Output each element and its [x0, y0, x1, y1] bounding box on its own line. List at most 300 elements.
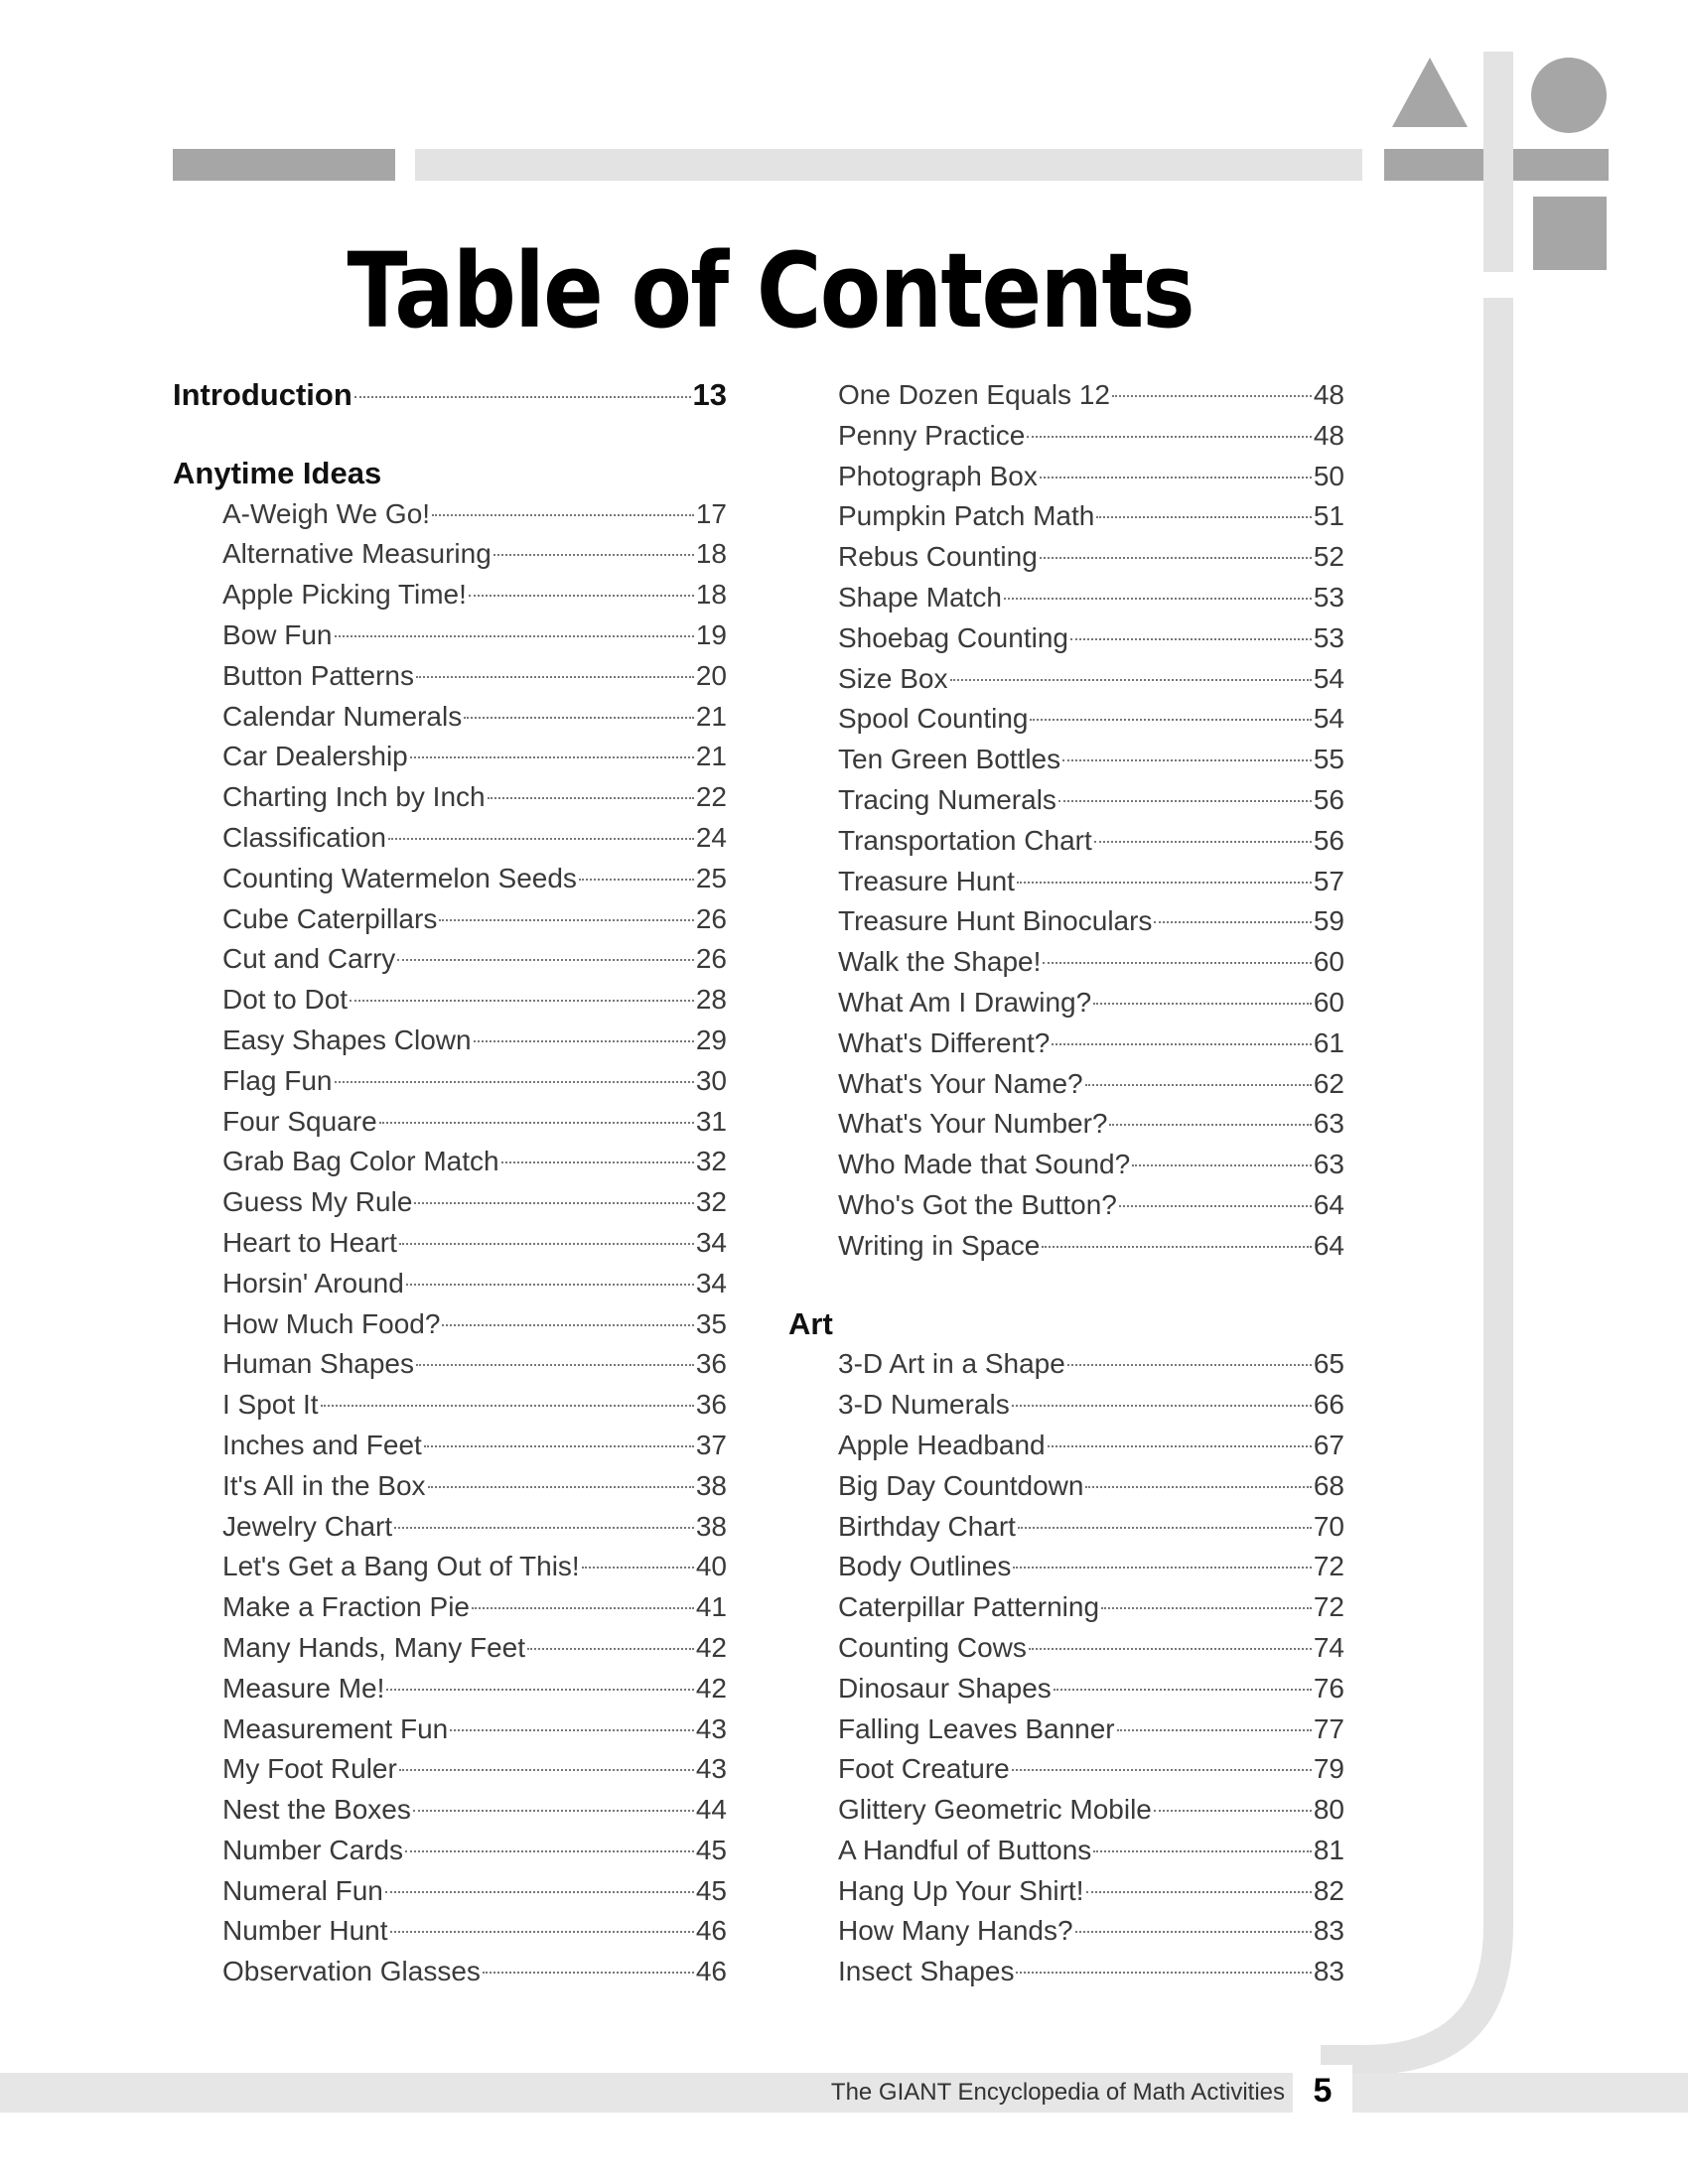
- entry-title: Many Hands, Many Feet: [222, 1631, 526, 1663]
- toc-entry[interactable]: [173, 777, 727, 818]
- entry-title: Birthday Chart: [838, 1510, 1016, 1542]
- page-number: 45: [695, 1834, 727, 1865]
- toc-entry[interactable]: [173, 1547, 727, 1587]
- toc-entry[interactable]: [173, 980, 727, 1021]
- dot-leader: [1096, 516, 1312, 518]
- toc-entry[interactable]: [788, 1790, 1344, 1831]
- dot-leader: [397, 959, 694, 961]
- dot-leader: [321, 1405, 694, 1407]
- entry-title: Spool Counting: [838, 703, 1029, 735]
- dot-leader: [405, 1850, 694, 1852]
- dot-leader: [354, 396, 691, 398]
- entry-title: Hang Up Your Shirt!: [838, 1874, 1084, 1906]
- dot-leader: [1029, 1648, 1312, 1650]
- toc-entry[interactable]: [173, 1507, 727, 1548]
- section-spacer: [173, 416, 727, 454]
- dot-leader: [1154, 1810, 1312, 1812]
- footer-book-title: The GIANT Encyclopedia of Math Activities: [830, 2079, 1285, 2106]
- footer-page-number: 5: [1293, 2065, 1352, 2116]
- toc-entry[interactable]: [788, 1507, 1344, 1548]
- entry-title: Grab Bag Color Match: [222, 1146, 499, 1177]
- toc-entry[interactable]: [788, 1749, 1344, 1790]
- page-number: 56: [1313, 783, 1344, 815]
- entry-title: What's Different?: [838, 1026, 1051, 1058]
- toc-entry[interactable]: [173, 939, 727, 980]
- toc-entry[interactable]: [788, 901, 1344, 942]
- page-number: 50: [1313, 460, 1344, 491]
- toc-entry[interactable]: [173, 656, 727, 697]
- page-number: 64: [1313, 1188, 1344, 1220]
- entry-title: Human Shapes: [222, 1348, 415, 1380]
- page-number: 46: [695, 1956, 727, 1987]
- toc-entry[interactable]: [788, 1628, 1344, 1669]
- toc-entry[interactable]: [173, 1426, 727, 1466]
- page-number: 34: [695, 1226, 727, 1258]
- toc-entry[interactable]: [788, 983, 1344, 1024]
- entry-title: Horsin' Around: [222, 1267, 404, 1298]
- page-number: 41: [695, 1591, 727, 1623]
- entry-title: Car Dealership: [222, 741, 408, 772]
- page-number: 62: [1313, 1067, 1344, 1099]
- dot-leader: [410, 756, 694, 758]
- entry-title: Shape Match: [838, 581, 1002, 613]
- dot-leader: [385, 1891, 694, 1893]
- dot-leader: [386, 1689, 693, 1691]
- toc-entry[interactable]: [173, 1344, 727, 1385]
- entry-title: Pumpkin Patch Math: [838, 500, 1095, 532]
- dot-leader: [1040, 477, 1312, 478]
- entry-title: Four Square: [222, 1105, 377, 1137]
- entry-title: Counting Watermelon Seeds: [222, 862, 577, 893]
- toc-entry[interactable]: [173, 697, 727, 738]
- toc-entry[interactable]: [788, 740, 1344, 780]
- toc-entry[interactable]: [788, 1831, 1344, 1871]
- page-number: 31: [695, 1105, 727, 1137]
- entry-title: How Much Food?: [222, 1307, 441, 1339]
- page-number: 26: [695, 902, 727, 934]
- toc-entry[interactable]: [788, 1185, 1344, 1226]
- entry-title: It's All in the Box: [222, 1469, 426, 1501]
- page-number: 19: [695, 618, 727, 650]
- toc-entry[interactable]: [788, 375, 1344, 416]
- page-number: 40: [695, 1551, 727, 1582]
- page-number: 38: [695, 1469, 727, 1501]
- toc-entry[interactable]: [173, 1749, 727, 1790]
- entry-title: Photograph Box: [838, 460, 1038, 491]
- toc-entry[interactable]: [173, 899, 727, 940]
- dot-leader: [399, 1769, 694, 1771]
- toc-entry[interactable]: [788, 1104, 1344, 1145]
- page-number: 34: [695, 1267, 727, 1298]
- dot-leader: [379, 1122, 694, 1124]
- entry-title: Big Day Countdown: [838, 1469, 1084, 1501]
- toc-entry[interactable]: [788, 780, 1344, 821]
- toc-entry[interactable]: [788, 821, 1344, 862]
- page-number: 13: [692, 377, 727, 412]
- entry-title: Dinosaur Shapes: [838, 1672, 1052, 1704]
- dot-leader: [1012, 1405, 1312, 1407]
- entry-title: 3-D Art in a Shape: [838, 1348, 1065, 1380]
- toc-entry[interactable]: [788, 1064, 1344, 1105]
- toc-entry[interactable]: [788, 457, 1344, 497]
- toc-entry[interactable]: [173, 1952, 727, 1992]
- dot-leader: [1048, 1445, 1312, 1447]
- entry-title: Ten Green Bottles: [838, 744, 1061, 775]
- page-number: 36: [695, 1348, 727, 1380]
- entry-title: Charting Inch by Inch: [222, 781, 486, 813]
- entry-title: How Many Hands?: [838, 1915, 1073, 1947]
- toc-entry[interactable]: [173, 1628, 727, 1669]
- toc-entry[interactable]: [173, 494, 727, 535]
- page-number: 57: [1313, 865, 1344, 896]
- dot-leader: [390, 1931, 694, 1933]
- page-number: 22: [695, 781, 727, 813]
- entry-title: Who Made that Sound?: [838, 1149, 1131, 1180]
- section-title: Introduction: [173, 377, 352, 412]
- toc-entry[interactable]: [788, 659, 1344, 700]
- toc-entry[interactable]: [173, 1264, 727, 1304]
- page-number: 43: [695, 1753, 727, 1785]
- toc-entry[interactable]: [173, 1466, 727, 1507]
- entry-title: Dot to Dot: [222, 984, 349, 1016]
- entry-title: Flag Fun: [222, 1064, 333, 1096]
- toc-entry[interactable]: [788, 618, 1344, 659]
- page-number: 21: [695, 700, 727, 732]
- dot-leader: [1042, 1246, 1311, 1248]
- page-number: 35: [695, 1307, 727, 1339]
- dot-leader: [1085, 1486, 1311, 1488]
- header-bar-left: [173, 149, 395, 181]
- toc-entry[interactable]: [173, 1871, 727, 1912]
- dot-leader: [1054, 1689, 1312, 1691]
- page-number: 55: [1313, 744, 1344, 775]
- entry-title: Tracing Numerals: [838, 783, 1056, 815]
- toc-entry[interactable]: [788, 699, 1344, 740]
- dot-leader: [493, 554, 694, 556]
- vertical-bar-top: [1483, 52, 1513, 272]
- dot-leader: [1004, 598, 1312, 600]
- dot-leader: [428, 1486, 694, 1488]
- entry-title: Rebus Counting: [838, 541, 1038, 573]
- entry-title: A-Weigh We Go!: [222, 497, 431, 529]
- entry-title: Size Box: [838, 662, 948, 694]
- entry-title: Treasure Hunt Binoculars: [838, 905, 1153, 937]
- dot-leader: [439, 919, 694, 921]
- entry-title: Nest the Boxes: [222, 1794, 411, 1826]
- toc-entry[interactable]: [788, 862, 1344, 902]
- dot-leader: [1067, 1364, 1312, 1366]
- entry-title: Cut and Carry: [222, 943, 396, 975]
- entry-title: Measurement Fun: [222, 1712, 449, 1744]
- dot-leader: [501, 1161, 694, 1163]
- entry-title: Body Outlines: [838, 1551, 1012, 1582]
- circle-icon: [1529, 56, 1609, 135]
- toc-entry[interactable]: [788, 496, 1344, 537]
- entry-title: Caterpillar Patterning: [838, 1591, 1100, 1623]
- page-number: 43: [695, 1712, 727, 1744]
- dot-leader: [474, 1040, 694, 1042]
- page-number: 54: [1313, 703, 1344, 735]
- page-number: 76: [1313, 1672, 1344, 1704]
- page-number: 36: [695, 1389, 727, 1421]
- page-number: 80: [1313, 1794, 1344, 1826]
- toc-entry[interactable]: [788, 1145, 1344, 1185]
- entry-title: Bow Fun: [222, 618, 333, 650]
- dot-leader: [1062, 759, 1312, 761]
- page-number: 48: [1313, 379, 1344, 410]
- toc-entry[interactable]: [788, 942, 1344, 983]
- page-number: 30: [695, 1064, 727, 1096]
- dot-leader: [1119, 1205, 1312, 1207]
- dot-leader: [1018, 1527, 1312, 1529]
- page-number: 17: [695, 497, 727, 529]
- page-number: 82: [1313, 1874, 1344, 1906]
- entry-title: Transportation Chart: [838, 824, 1092, 856]
- dot-leader: [1093, 1003, 1312, 1005]
- section-title: Anytime Ideas: [173, 455, 382, 490]
- dot-leader: [394, 1527, 694, 1529]
- toc-entry[interactable]: [788, 1426, 1344, 1466]
- page-number: 56: [1313, 824, 1344, 856]
- toc-entry[interactable]: [788, 1024, 1344, 1064]
- entry-title: Foot Creature: [838, 1753, 1010, 1785]
- toc-entry[interactable]: [173, 1142, 727, 1182]
- page-number: 44: [695, 1794, 727, 1826]
- entry-title: Observation Glasses: [222, 1956, 481, 1987]
- page-number: 77: [1313, 1712, 1344, 1744]
- toc-entry[interactable]: [788, 1547, 1344, 1587]
- toc-entry[interactable]: [788, 1871, 1344, 1912]
- dot-leader: [582, 1567, 694, 1569]
- toc-entry[interactable]: [173, 1587, 727, 1628]
- entry-title: What Am I Drawing?: [838, 986, 1092, 1018]
- page-number: 68: [1313, 1469, 1344, 1501]
- entry-title: Counting Cows: [838, 1631, 1027, 1663]
- entry-title: Make a Fraction Pie: [222, 1591, 470, 1623]
- entry-title: Guess My Rule: [222, 1186, 413, 1218]
- entry-title: Heart to Heart: [222, 1226, 397, 1258]
- toc-entry[interactable]: [173, 1102, 727, 1143]
- entry-title: A Handful of Buttons: [838, 1834, 1092, 1865]
- page-number: 26: [695, 943, 727, 975]
- dot-leader: [335, 635, 694, 637]
- page-number: 79: [1313, 1753, 1344, 1785]
- toc-entry[interactable]: [788, 537, 1344, 578]
- entry-title: Measure Me!: [222, 1672, 385, 1704]
- page-number: 28: [695, 984, 727, 1016]
- page-number: 81: [1313, 1834, 1344, 1865]
- entry-title: Apple Headband: [838, 1429, 1046, 1460]
- toc-entry[interactable]: [173, 1709, 727, 1750]
- toc-entry[interactable]: [788, 1385, 1344, 1426]
- entry-title: What's Your Number?: [838, 1108, 1108, 1140]
- dot-leader: [413, 1810, 694, 1812]
- page-number: 66: [1313, 1389, 1344, 1421]
- dot-leader: [424, 1445, 694, 1447]
- toc-entry[interactable]: [173, 1385, 727, 1426]
- entry-title: Cube Caterpillars: [222, 902, 438, 934]
- toc-entry[interactable]: [173, 859, 727, 899]
- dot-leader: [1027, 436, 1312, 438]
- dot-leader: [1094, 841, 1312, 843]
- page-number: 37: [695, 1429, 727, 1460]
- dot-leader: [1070, 638, 1312, 640]
- entry-title: Apple Picking Time!: [222, 579, 467, 611]
- page-number: 74: [1313, 1631, 1344, 1663]
- toc-entry[interactable]: [788, 578, 1344, 618]
- page-number: 61: [1313, 1026, 1344, 1058]
- dot-leader: [406, 1284, 694, 1286]
- page-number: 29: [695, 1024, 727, 1055]
- page-number: 38: [695, 1510, 727, 1542]
- page-number: 65: [1313, 1348, 1344, 1380]
- page-number: 53: [1313, 581, 1344, 613]
- page-number: 72: [1313, 1551, 1344, 1582]
- entry-title: I Spot It: [222, 1389, 319, 1421]
- dot-leader: [335, 1081, 694, 1083]
- toc-entry[interactable]: [788, 416, 1344, 457]
- toc-entry[interactable]: [788, 1587, 1344, 1628]
- entry-title: Who's Got the Button?: [838, 1188, 1117, 1220]
- entry-title: Treasure Hunt: [838, 865, 1015, 896]
- toc-entry[interactable]: [173, 1223, 727, 1264]
- dot-leader: [432, 514, 694, 516]
- page-number: 45: [695, 1874, 727, 1906]
- section-spacer: [788, 1267, 1344, 1304]
- toc-section-heading[interactable]: [173, 454, 727, 494]
- dot-leader: [1043, 962, 1311, 964]
- toc-right-column: [788, 375, 1344, 1992]
- page-number: 46: [695, 1915, 727, 1947]
- toc-entry[interactable]: [173, 1021, 727, 1061]
- dot-leader: [1075, 1931, 1312, 1933]
- entry-title: 3-D Numerals: [838, 1389, 1010, 1421]
- page-number: 32: [695, 1146, 727, 1177]
- toc-entry[interactable]: [788, 1669, 1344, 1709]
- toc-section-heading[interactable]: [173, 375, 727, 416]
- page-number: 83: [1313, 1956, 1344, 1987]
- entry-title: Walk the Shape!: [838, 946, 1042, 978]
- dot-leader: [1109, 1124, 1311, 1126]
- dot-leader: [1016, 1972, 1311, 1974]
- page-number: 32: [695, 1186, 727, 1218]
- entry-title: Alternative Measuring: [222, 538, 492, 570]
- toc-entry[interactable]: [173, 575, 727, 615]
- toc-section-heading[interactable]: [788, 1304, 1344, 1345]
- page-number: 53: [1313, 621, 1344, 653]
- page-number: 51: [1313, 500, 1344, 532]
- dot-leader: [1101, 1607, 1312, 1609]
- page-number: 52: [1313, 541, 1344, 573]
- toc-entry[interactable]: [788, 1226, 1344, 1267]
- dot-leader: [527, 1648, 694, 1650]
- entry-title: Classification: [222, 821, 386, 853]
- page-number: 60: [1313, 986, 1344, 1018]
- dot-leader: [1132, 1164, 1312, 1166]
- page-number: 25: [695, 862, 727, 893]
- toc-entry[interactable]: [173, 1911, 727, 1952]
- dot-leader: [1112, 395, 1312, 397]
- dot-leader: [472, 1607, 694, 1609]
- toc-entry[interactable]: [788, 1911, 1344, 1952]
- triangle-icon: [1390, 56, 1470, 129]
- entry-title: Jewelry Chart: [222, 1510, 393, 1542]
- dot-leader: [488, 797, 694, 799]
- toc-entry[interactable]: [173, 1304, 727, 1345]
- entry-title: Shoebag Counting: [838, 621, 1068, 653]
- entry-title: Writing in Space: [838, 1229, 1041, 1261]
- toc-entry[interactable]: [788, 1709, 1344, 1750]
- section-title: Art: [788, 1305, 833, 1341]
- entry-title: Button Patterns: [222, 659, 415, 691]
- page-number: 63: [1313, 1108, 1344, 1140]
- entry-title: Penny Practice: [838, 419, 1026, 451]
- dot-leader: [450, 1729, 694, 1731]
- dot-leader: [1017, 882, 1312, 884]
- toc-entry[interactable]: [173, 615, 727, 656]
- entry-title: My Foot Ruler: [222, 1753, 397, 1785]
- dot-leader: [416, 676, 694, 678]
- page-number: 42: [695, 1672, 727, 1704]
- page-number: 54: [1313, 662, 1344, 694]
- dot-leader: [350, 1000, 694, 1002]
- toc-entry[interactable]: [173, 534, 727, 575]
- toc-entry[interactable]: [788, 1344, 1344, 1385]
- toc-entry[interactable]: [173, 818, 727, 859]
- dot-leader: [483, 1972, 694, 1974]
- page-number: 63: [1313, 1149, 1344, 1180]
- entry-title: Insect Shapes: [838, 1956, 1015, 1987]
- page-number: 20: [695, 659, 727, 691]
- dot-leader: [1040, 557, 1312, 559]
- page-number: 24: [695, 821, 727, 853]
- dot-leader: [469, 595, 694, 597]
- dot-leader: [1085, 1084, 1312, 1086]
- dot-leader: [442, 1324, 693, 1326]
- toc-left-column: [173, 375, 727, 1992]
- dot-leader: [399, 1243, 694, 1245]
- entry-title: Numeral Fun: [222, 1874, 383, 1906]
- page-number: 59: [1313, 905, 1344, 937]
- dot-leader: [464, 717, 694, 719]
- toc-entry[interactable]: [788, 1952, 1344, 1992]
- page-number: 72: [1313, 1591, 1344, 1623]
- entry-title: Falling Leaves Banner: [838, 1712, 1115, 1744]
- dot-leader: [1117, 1729, 1312, 1731]
- toc-entry[interactable]: [173, 1182, 727, 1223]
- page-number: 60: [1313, 946, 1344, 978]
- dot-leader: [1093, 1850, 1312, 1852]
- toc-entry[interactable]: [173, 1061, 727, 1102]
- page-number: 64: [1313, 1229, 1344, 1261]
- dot-leader: [1012, 1769, 1312, 1771]
- page-number: 18: [695, 579, 727, 611]
- header-bar-middle: [415, 149, 1362, 181]
- toc-entry[interactable]: [173, 1669, 727, 1709]
- entry-title: Let's Get a Bang Out of This!: [222, 1551, 580, 1582]
- dot-leader: [1086, 1891, 1312, 1893]
- page-title: Table of Contents: [347, 230, 1194, 351]
- toc-entry[interactable]: [173, 1790, 727, 1831]
- toc-entry[interactable]: [173, 737, 727, 777]
- toc-entry[interactable]: [173, 1831, 727, 1871]
- toc-entry[interactable]: [788, 1466, 1344, 1507]
- dot-leader: [416, 1364, 694, 1366]
- dot-leader: [414, 1202, 693, 1204]
- dot-leader: [1052, 1043, 1311, 1045]
- square-icon: [1533, 197, 1607, 270]
- dot-leader: [388, 838, 694, 840]
